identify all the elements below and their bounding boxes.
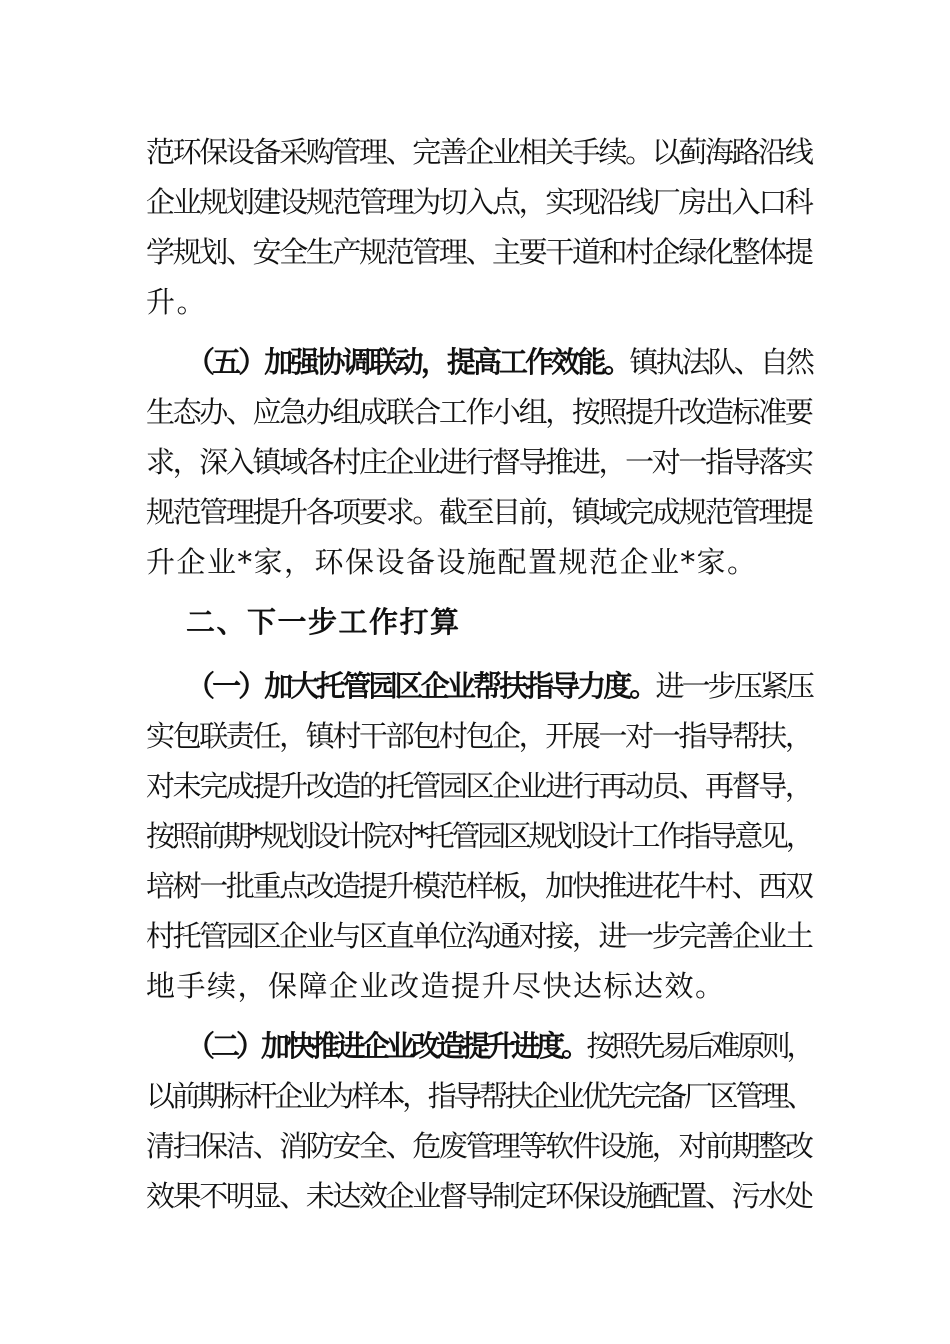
body-line: 村托管园区企业与区直单位沟通对接，进一步完善企业土 — [146, 919, 812, 953]
body-line: 求，深入镇域各村庄企业进行督导推进，一对一指导落实 — [146, 445, 812, 479]
paragraph-heading: （二）加快推进企业改造提升进度。 — [186, 1029, 587, 1063]
paragraph-text: 镇执法队、自然 — [629, 345, 813, 379]
body-line: 效果不明显、未达效企业督导制定环保设施配置、污水处 — [146, 1179, 812, 1213]
paragraph-heading: （一）加大托管园区企业帮扶指导力度。 — [186, 669, 656, 703]
body-line: 生态办、应急办组成联合工作小组，按照提升改造标准要 — [146, 395, 812, 429]
paragraph-first-line — [186, 1026, 812, 1066]
body-line: 对未完成提升改造的托管园区企业进行再动员、再督导， — [146, 769, 812, 803]
body-line: 升。 — [146, 285, 208, 319]
body-line: 范环保设备采购管理、完善企业相关手续。以蓟海路沿线 — [146, 135, 812, 169]
body-line: 按照前期*规划设计院对*托管园区规划设计工作指导意见， — [146, 819, 812, 853]
body-line: 规范管理提升各项要求。截至目前，镇域完成规范管理提 — [146, 495, 812, 529]
paragraph-heading: （五）加强协调联动，提高工作效能。 — [186, 345, 630, 379]
section-title: 二、下一步工作打算 — [186, 605, 461, 639]
body-line: 以前期标杆企业为样本，指导帮扶企业优先完备厂区管理、 — [146, 1079, 813, 1113]
body-line: 学规划、安全生产规范管理、主要干道和村企绿化整体提 — [146, 235, 812, 269]
paragraph-first-line — [186, 666, 812, 706]
paragraph-first-line — [186, 342, 812, 382]
body-line: 企业规划建设规范管理为切入点，实现沿线厂房出入口科 — [146, 185, 812, 219]
paragraph-text: 进一步压紧压 — [655, 669, 813, 703]
body-line: 地手续，保障企业改造提升尽快达标达效。 — [146, 969, 726, 1003]
body-line: 培树一批重点改造提升模范样板，加快推进花牛村、西双 — [146, 869, 812, 903]
paragraph-text: 按照先易后难原则， — [586, 1029, 812, 1063]
body-line: 升企业*家，环保设备设施配置规范企业*家。 — [146, 545, 758, 579]
body-line: 实包联责任，镇村干部包村包企，开展一对一指导帮扶， — [146, 719, 812, 753]
body-line: 清扫保洁、消防安全、危废管理等软件设施，对前期整改 — [146, 1129, 812, 1163]
